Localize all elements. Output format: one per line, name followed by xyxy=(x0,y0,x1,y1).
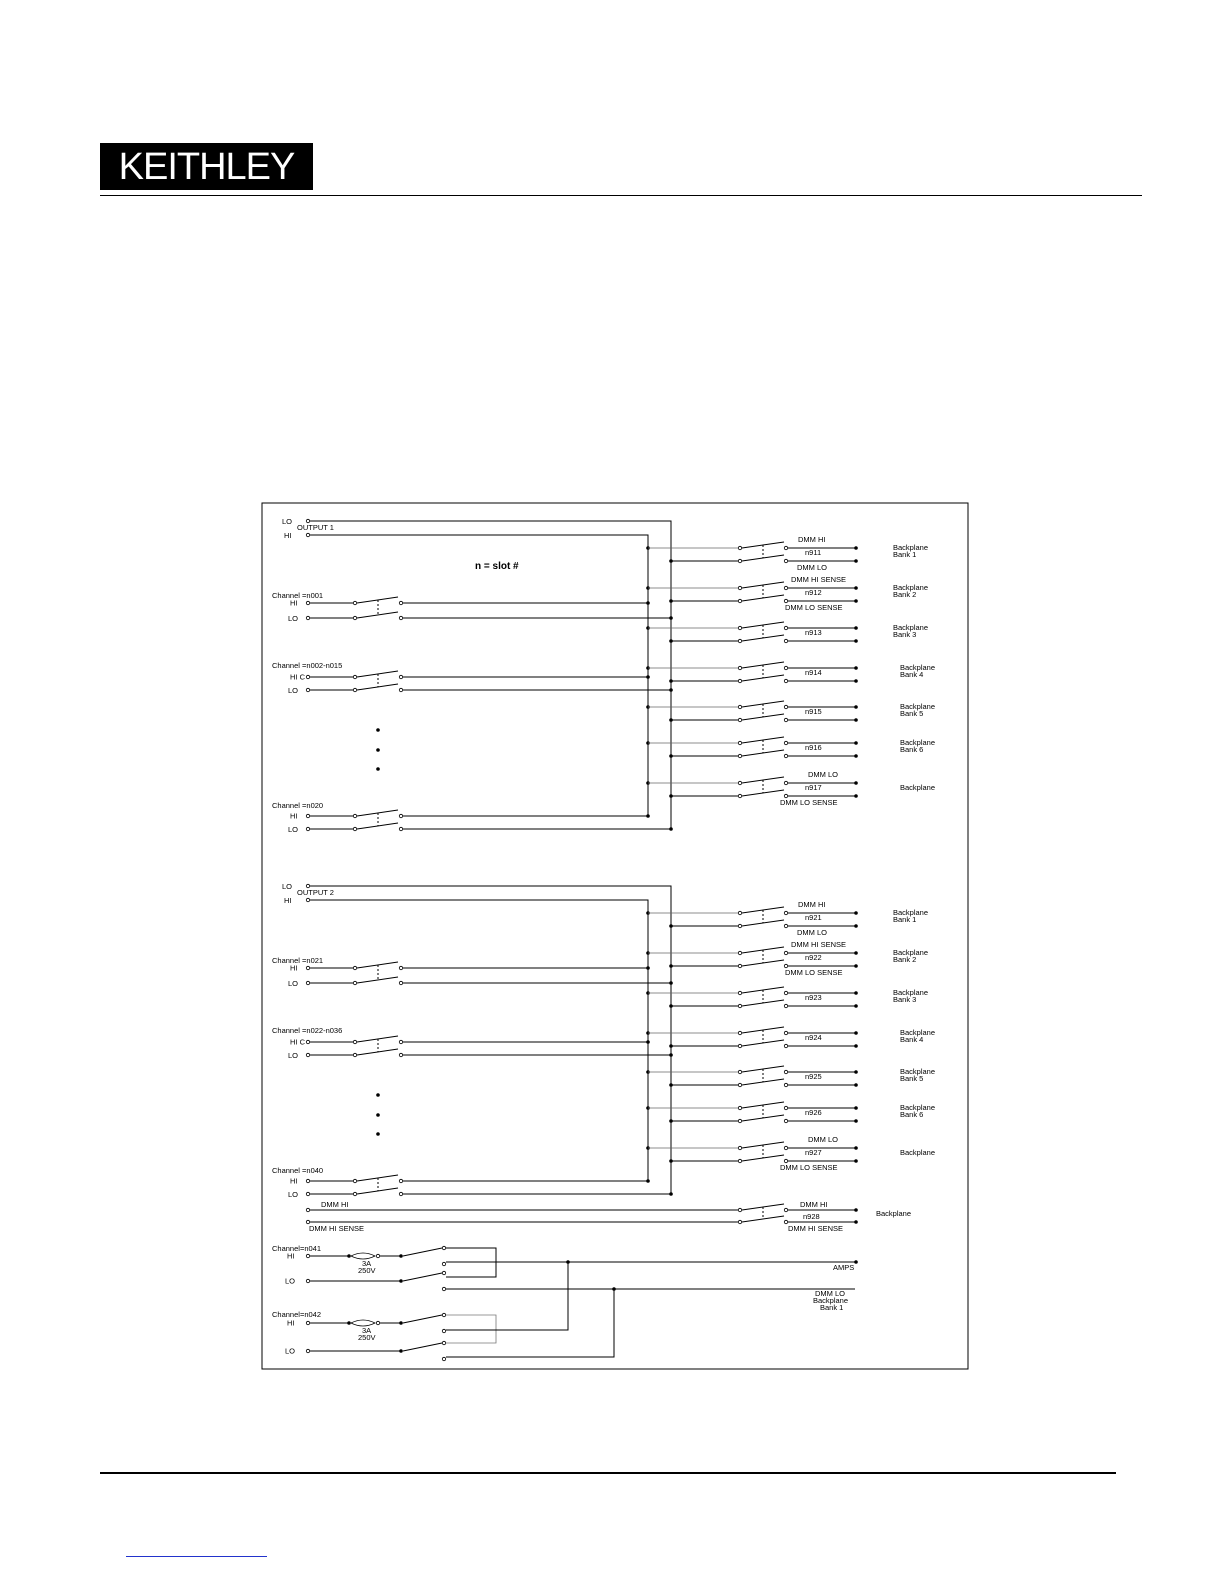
relay-contact xyxy=(784,1208,787,1211)
amps-switch-blade xyxy=(403,1343,442,1351)
backplane-dest-label: Bank 2 xyxy=(893,955,917,964)
output-hi-bus xyxy=(310,900,648,1181)
relay-contact xyxy=(738,951,741,954)
backplane-pin xyxy=(854,1208,858,1212)
channel-lo-label: LO xyxy=(288,979,299,988)
diagram-frame xyxy=(262,503,968,1369)
switch-contact xyxy=(399,1192,402,1195)
relay-contact xyxy=(784,1004,787,1007)
relay-contact xyxy=(784,559,787,562)
relay-top-label: DMM LO xyxy=(808,1135,838,1144)
relay-contact xyxy=(784,679,787,682)
backplane-dest-label: Backplane xyxy=(900,1103,936,1112)
channel-title: Channel =n040 xyxy=(272,1166,324,1175)
relay-contact xyxy=(738,794,741,797)
channel-lo-label: LO xyxy=(288,1190,299,1199)
backplane-pin xyxy=(854,666,858,670)
backplane-pin xyxy=(854,911,858,915)
junction-dot xyxy=(646,1040,650,1044)
backplane-dest-label: Bank 3 xyxy=(893,995,917,1004)
relay-name: n914 xyxy=(805,668,822,677)
junction-dot xyxy=(646,601,650,605)
dmm-lo-label: DMM LO xyxy=(815,1289,845,1298)
channel-lo-terminal xyxy=(306,827,309,830)
backplane-pin xyxy=(854,1260,858,1264)
relay-contact xyxy=(738,666,741,669)
amps-switch-blade xyxy=(403,1248,442,1256)
switch-contact xyxy=(353,688,356,691)
amps-contact xyxy=(442,1357,445,1360)
amps-lo-label: LO xyxy=(285,1276,296,1286)
relay-contact xyxy=(784,626,787,629)
relay-contact xyxy=(784,1119,787,1122)
amps-lo-terminal xyxy=(306,1349,309,1352)
relay-contact xyxy=(738,718,741,721)
amps-contact xyxy=(442,1287,445,1290)
relay-name: n922 xyxy=(805,953,822,962)
backplane-dest-label: Bank 3 xyxy=(893,630,917,639)
relay-contact xyxy=(784,586,787,589)
fuse-voltage: 250V xyxy=(358,1333,376,1342)
backplane-pin xyxy=(854,586,858,590)
relay-top-label: DMM HI xyxy=(798,535,826,544)
amps-switch-blade xyxy=(403,1273,442,1281)
relay-name: n912 xyxy=(805,588,822,597)
relay-contact xyxy=(738,546,741,549)
backplane-dest-label: Bank 6 xyxy=(900,745,924,754)
amps-channel-title: Channel=n042 xyxy=(272,1310,322,1319)
backplane-dest-label: Bank 1 xyxy=(893,915,917,924)
output-hi-terminal xyxy=(306,898,309,901)
switch-contact xyxy=(353,966,356,969)
backplane-dest-label: Bank 1 xyxy=(893,550,917,559)
fuse-voltage: 250V xyxy=(358,1266,376,1275)
relay-name: n924 xyxy=(805,1033,822,1042)
relay-bottom-label: DMM LO SENSE xyxy=(785,603,843,612)
relay-name: n925 xyxy=(805,1072,822,1081)
junction-dot xyxy=(669,616,673,620)
backplane-dest-label: Bank 5 xyxy=(900,709,924,718)
relay-contact xyxy=(738,679,741,682)
junction-dot xyxy=(669,688,673,692)
relay-name: n911 xyxy=(805,548,822,557)
relay-contact xyxy=(738,1106,741,1109)
relay-name: n921 xyxy=(805,913,822,922)
switch-contact xyxy=(353,1192,356,1195)
output-lo-terminal xyxy=(306,519,309,522)
relay-contact xyxy=(738,639,741,642)
switch-contact xyxy=(399,1179,402,1182)
relay-contact xyxy=(784,639,787,642)
backplane-pin xyxy=(854,718,858,722)
amps-bridge xyxy=(446,1315,496,1343)
backplane-dest-label: Backplane xyxy=(893,988,929,997)
junction-dot xyxy=(399,1279,403,1283)
relay-name: n916 xyxy=(805,743,822,752)
switch-contact xyxy=(399,688,402,691)
relay-contact xyxy=(738,1208,741,1211)
relay-contact xyxy=(738,1146,741,1149)
backplane-pin xyxy=(854,559,858,563)
relay-contact xyxy=(784,546,787,549)
fuse-terminal xyxy=(376,1321,379,1324)
relay-bottom-label: DMM LO xyxy=(797,563,827,572)
output-hi-terminal xyxy=(306,533,309,536)
channel-lo-label: LO xyxy=(288,825,299,834)
backplane-pin xyxy=(854,794,858,798)
relay-contact xyxy=(784,991,787,994)
backplane-pin xyxy=(854,951,858,955)
junction-dot xyxy=(646,675,650,679)
switch-contact xyxy=(353,616,356,619)
backplane-pin xyxy=(854,626,858,630)
backplane-pin xyxy=(854,1031,858,1035)
channel-hi-label: HI xyxy=(290,963,298,973)
switch-contact xyxy=(399,981,402,984)
relay-contact xyxy=(738,1044,741,1047)
backplane-pin xyxy=(854,741,858,745)
junction-dot xyxy=(669,981,673,985)
junction-dot xyxy=(399,1321,403,1325)
relay-contact xyxy=(784,911,787,914)
relay-contact xyxy=(784,1070,787,1073)
fuse-end xyxy=(347,1254,351,1258)
relay-bottom-label: DMM LO SENSE xyxy=(785,968,843,977)
backplane-dest-label: Bank 6 xyxy=(900,1110,924,1119)
junction-dot xyxy=(669,827,673,831)
backplane-pin xyxy=(854,679,858,683)
relay-contact xyxy=(738,1220,741,1223)
backplane-pin xyxy=(854,1119,858,1123)
backplane-dest-label: Backplane xyxy=(893,623,929,632)
fuse-rating: 3A xyxy=(362,1259,372,1268)
amps-contact xyxy=(442,1271,445,1274)
relay-name: n923 xyxy=(805,993,822,1002)
backplane-pin xyxy=(854,1070,858,1074)
relay-contact xyxy=(738,1070,741,1073)
dmm-hi-terminal xyxy=(306,1208,309,1211)
relay-contact xyxy=(738,1083,741,1086)
relay-contact xyxy=(738,626,741,629)
backplane-pin xyxy=(854,964,858,968)
channel-title: Channel =n002-n015 xyxy=(272,661,343,670)
backplane-pin xyxy=(854,991,858,995)
switch-contact xyxy=(353,981,356,984)
switch-contact xyxy=(399,966,402,969)
backplane-dest-label: Backplane xyxy=(893,908,929,917)
switch-contact xyxy=(353,1179,356,1182)
continuation-dot xyxy=(376,1132,380,1136)
amps-switch-blade xyxy=(403,1315,442,1323)
relay-name: n927 xyxy=(805,1148,822,1157)
relay-contact xyxy=(738,559,741,562)
relay-top-label: DMM HI SENSE xyxy=(791,575,847,584)
slot-note: n = slot # xyxy=(475,561,519,572)
continuation-dot xyxy=(376,1093,380,1097)
switch-contact xyxy=(399,1040,402,1043)
amps-contact xyxy=(442,1246,445,1249)
output-lo-label: LO xyxy=(282,517,293,526)
fuse-end xyxy=(347,1321,351,1325)
relay-contact xyxy=(784,718,787,721)
junction-dot xyxy=(646,814,650,818)
relay-contact xyxy=(738,991,741,994)
relay-contact xyxy=(784,924,787,927)
output-lo-terminal xyxy=(306,884,309,887)
output-lo-bus xyxy=(310,886,671,1194)
backplane-pin xyxy=(854,599,858,603)
backplane-pin xyxy=(854,639,858,643)
backplane-dest-label: Backplane xyxy=(900,783,936,792)
backplane-dest-label: Backplane xyxy=(900,738,936,747)
relay-contact xyxy=(784,951,787,954)
relay-contact xyxy=(738,1031,741,1034)
switch-contact xyxy=(399,827,402,830)
relay-name: n917 xyxy=(805,783,822,792)
amps-channel-title: Channel=n041 xyxy=(272,1244,322,1253)
relay-contact xyxy=(738,964,741,967)
switch-contact xyxy=(399,675,402,678)
dmm-lo-bank-label: Bank 1 xyxy=(820,1303,844,1312)
junction-dot xyxy=(399,1349,403,1353)
relay-contact xyxy=(784,754,787,757)
channel-hi-terminal xyxy=(306,1179,309,1182)
amps-hi-label: HI xyxy=(287,1318,295,1328)
channel-lo-terminal xyxy=(306,616,309,619)
channel-lo-label: LO xyxy=(288,614,299,623)
amps-return xyxy=(446,1262,568,1330)
backplane-pin xyxy=(854,1083,858,1087)
relay-contact xyxy=(784,781,787,784)
channel-hi-label: HI xyxy=(290,811,298,821)
switch-contact xyxy=(353,827,356,830)
junction-dot xyxy=(646,1179,650,1183)
channel-hi-label: HI C xyxy=(290,1037,305,1047)
relay-contact xyxy=(784,1083,787,1086)
amps-hi-label: HI xyxy=(287,1251,295,1261)
relay-bottom-label: DMM LO SENSE xyxy=(780,798,838,807)
channel-hi-terminal xyxy=(306,814,309,817)
channel-hi-terminal xyxy=(306,966,309,969)
switch-contact xyxy=(353,675,356,678)
backplane-dest-label: Backplane xyxy=(900,1067,936,1076)
relay-contact xyxy=(784,1106,787,1109)
backplane-dest-label: Backplane xyxy=(900,702,936,711)
relay-contact xyxy=(738,705,741,708)
logo-text: KEITHLEY xyxy=(118,146,295,188)
relay-contact xyxy=(738,586,741,589)
backplane-pin xyxy=(854,705,858,709)
switch-contact xyxy=(399,601,402,604)
backplane-dest-label: Backplane xyxy=(900,1028,936,1037)
dmm-hi-sense-left-label: DMM HI SENSE xyxy=(309,1224,365,1233)
junction-dot xyxy=(646,966,650,970)
channel-lo-label: LO xyxy=(288,686,299,695)
channel-hi-label: HI xyxy=(290,1176,298,1186)
relay-contact xyxy=(784,1031,787,1034)
channel-title: Channel =n022-n036 xyxy=(272,1026,343,1035)
dmm-hi-sense-right-label: DMM HI SENSE xyxy=(788,1224,844,1233)
dmm-lo-return xyxy=(446,1289,614,1357)
relay-contact xyxy=(784,705,787,708)
channel-hi-label: HI xyxy=(290,598,298,608)
backplane-dest-label: Bank 5 xyxy=(900,1074,924,1083)
switch-contact xyxy=(353,814,356,817)
switch-contact xyxy=(399,814,402,817)
backplane-dest-label: Backplane xyxy=(876,1209,912,1218)
output-hi-label: HI xyxy=(284,896,292,905)
backplane-pin xyxy=(854,1004,858,1008)
backplane-pin xyxy=(854,546,858,550)
backplane-dest-label: Bank 4 xyxy=(900,670,924,679)
dmm-lo-backplane-label: Backplane xyxy=(813,1296,849,1305)
amps-contact xyxy=(442,1329,445,1332)
junction-dot xyxy=(669,1192,673,1196)
output-hi-bus xyxy=(310,535,648,816)
amps-contact xyxy=(442,1313,445,1316)
relay-bottom-label: DMM LO SENSE xyxy=(780,1163,838,1172)
relay-contact xyxy=(738,1119,741,1122)
backplane-pin xyxy=(854,781,858,785)
relay-top-label: DMM LO xyxy=(808,770,838,779)
amps-label: AMPS xyxy=(833,1263,855,1272)
relay-contact xyxy=(738,1159,741,1162)
relay-contact xyxy=(738,924,741,927)
backplane-dest-label: Backplane xyxy=(900,1148,936,1157)
backplane-pin xyxy=(854,1220,858,1224)
backplane-dest-label: Backplane xyxy=(900,663,936,672)
output-hi-label: HI xyxy=(284,531,292,540)
switch-contact xyxy=(399,616,402,619)
continuation-dot xyxy=(376,1113,380,1117)
backplane-dest-label: Bank 2 xyxy=(893,590,917,599)
backplane-pin xyxy=(854,924,858,928)
channel-hi-label: HI C xyxy=(290,672,305,682)
backplane-dest-label: Backplane xyxy=(893,543,929,552)
output-title: OUTPUT 1 xyxy=(297,523,334,532)
continuation-dot xyxy=(376,728,380,732)
junction-dot xyxy=(669,1053,673,1057)
switch-contact xyxy=(353,1053,356,1056)
relay-contact xyxy=(784,1146,787,1149)
continuation-dot xyxy=(376,748,380,752)
amps-contact xyxy=(442,1341,445,1344)
dmm-hi-left-label: DMM HI xyxy=(321,1200,349,1209)
channel-lo-terminal xyxy=(306,1053,309,1056)
backplane-dest-label: Bank 4 xyxy=(900,1035,924,1044)
switch-contact xyxy=(353,601,356,604)
amps-lo-label: LO xyxy=(285,1346,296,1356)
relay-top-label: DMM HI xyxy=(798,900,826,909)
channel-hi-terminal xyxy=(306,601,309,604)
backplane-pin xyxy=(854,754,858,758)
dmm-hi-right-label: DMM HI xyxy=(800,1200,828,1209)
backplane-dest-label: Backplane xyxy=(893,583,929,592)
amps-contact xyxy=(442,1262,445,1265)
amps-lo-terminal xyxy=(306,1279,309,1282)
amps-hi-terminal xyxy=(306,1321,309,1324)
relay-name: n926 xyxy=(805,1108,822,1117)
switch-contact xyxy=(353,1040,356,1043)
amps-hi-terminal xyxy=(306,1254,309,1257)
junction-dot xyxy=(399,1254,403,1258)
relay-contact xyxy=(738,781,741,784)
relay-contact xyxy=(784,666,787,669)
dmm-hi-sense-terminal xyxy=(306,1220,309,1223)
switch-contact xyxy=(399,1053,402,1056)
output-lo-label: LO xyxy=(282,882,293,891)
relay-contact xyxy=(738,599,741,602)
relay-bottom-label: DMM LO xyxy=(797,928,827,937)
channel-lo-terminal xyxy=(306,688,309,691)
fuse-terminal xyxy=(376,1254,379,1257)
backplane-pin xyxy=(854,1146,858,1150)
channel-title: Channel =n001 xyxy=(272,591,324,600)
relay-contact xyxy=(738,754,741,757)
relay-contact xyxy=(738,741,741,744)
fuse-rating: 3A xyxy=(362,1326,372,1335)
relay-top-label: DMM HI SENSE xyxy=(791,940,847,949)
relay-contact xyxy=(738,1004,741,1007)
channel-hi-terminal xyxy=(306,1040,309,1043)
relay-contact xyxy=(784,1044,787,1047)
channel-hi-terminal xyxy=(306,675,309,678)
relay-name: n913 xyxy=(805,628,822,637)
relay-contact xyxy=(738,911,741,914)
channel-title: Channel =n021 xyxy=(272,956,324,965)
channel-lo-label: LO xyxy=(288,1051,299,1060)
backplane-dest-label: Backplane xyxy=(893,948,929,957)
relay-name: n915 xyxy=(805,707,822,716)
continuation-dot xyxy=(376,767,380,771)
relay-name: n928 xyxy=(803,1212,820,1221)
channel-lo-terminal xyxy=(306,1192,309,1195)
backplane-pin xyxy=(854,1106,858,1110)
relay-contact xyxy=(784,741,787,744)
backplane-pin xyxy=(854,1159,858,1163)
output-title: OUTPUT 2 xyxy=(297,888,334,897)
channel-lo-terminal xyxy=(306,981,309,984)
channel-title: Channel =n020 xyxy=(272,801,324,810)
backplane-pin xyxy=(854,1044,858,1048)
